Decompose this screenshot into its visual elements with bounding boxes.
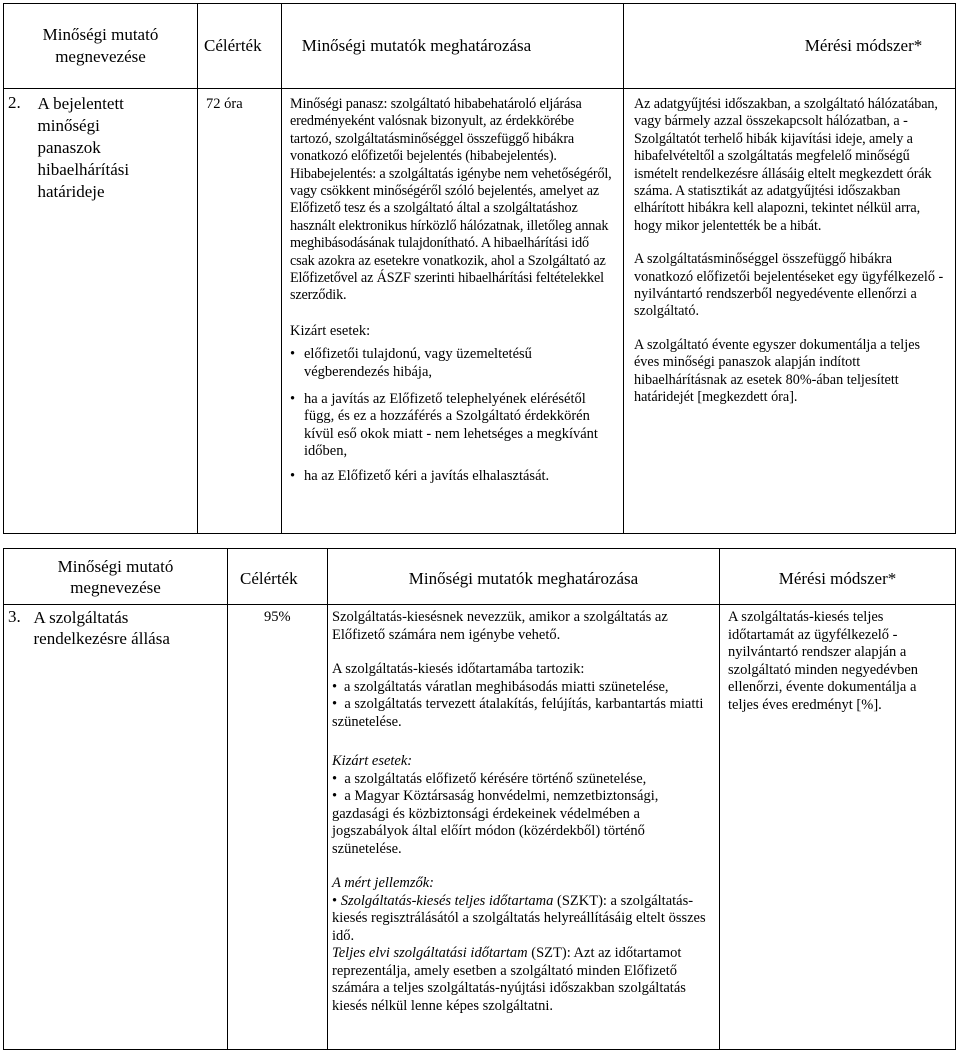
excluded-item: • ha az Előfizető kéri a javítás elhalasztását.: [290, 467, 550, 484]
measured-item-szt: Teljes elvi szolgáltatási időtartam (SZT): Azt az időtartamot reprezentálja, amely esetben a szolgáltató minden Előfizető számára a teljes szolgáltatás-nyújtási időszakban szolgáltatás kiesés nélkül lenne képes szolgáltatni.: [332, 945, 686, 1014]
definition-cell: [282, 89, 624, 534]
excluded-item: • előfizetői tulajdonú, vagy üzemeltetésű végberendezés hibája,: [290, 346, 532, 380]
row-number: 2.: [4, 89, 34, 534]
method-paragraph: A szolgáltatás-kiesés teljes időtartamát az ügyfélkezelő - nyilvántartó rendszer alapján a szolgáltató minden negyedévben ellenőrzi, évente dokumentálja a teljes éves eredményt [%].: [728, 609, 919, 713]
header-definition: Minőségi mutatók meghatározása: [282, 4, 624, 89]
excluded-title: Kizárt esetek:: [332, 753, 413, 769]
header-method: Mérési módszer*: [624, 4, 956, 89]
indicator-name: A szolgáltatás rendelkezésre állása: [34, 605, 228, 1050]
excluded-title: Kizárt esetek:: [290, 322, 371, 339]
definition-paragraph: Szolgáltatás-kiesésnek nevezzük, amikor a szolgáltatás az Előfizető számára nem igénybe vehető.: [332, 609, 668, 643]
quality-table-1: [3, 3, 956, 534]
quality-table-2: [3, 548, 956, 1050]
row-number: 3.: [4, 605, 34, 1050]
method-paragraph: A szolgáltató évente egyszer dokumentálja a teljes éves minőségi panaszok alapján indított hibaelhárításnak az esetek 80%-ában teljesített határidejét [megkezdett óra].: [634, 336, 921, 406]
header-target: Célérték: [228, 549, 328, 605]
excluded-item: • a Magyar Köztársaság honvédelmi, nemzetbiztonsági, gazdasági és közbiztonsági érdekeinek védelmében a jogszabályok által előírt módon (közérdekből) történő szünetelése.: [332, 788, 659, 857]
excluded-item: • a szolgáltatás előfizető kérésére történő szünetelése,: [332, 770, 647, 787]
included-item: • a szolgáltatás váratlan meghibásodás miatti szünetelése,: [332, 679, 715, 697]
target-value: 95%: [228, 605, 328, 1050]
definition-cell: [328, 605, 720, 1050]
method-paragraph: A szolgáltatásminőséggel összefüggő hibákra vonatkozó előfizetői bejelentéseket egy ügyfélkezelő - nyilvántartó rendszerből negyedévente ellenőrzi a szolgáltató.: [634, 251, 944, 320]
measured-item-szkt: • Szolgáltatás-kiesés teljes időtartama (SZKT): a szolgáltatás-kiesés regisztrálásától a szolgáltatás helyreállításáig eltelt összes idő.: [332, 892, 706, 944]
excluded-item: • ha a javítás az Előfizető telephelyének elérésétől függ, és ez a hozzáférés a Szolgáltató érdekkörén kívül eső okok miatt - nem lehetséges a megkívánt időben,: [290, 390, 598, 460]
included-title: A szolgáltatás-kiesés időtartamába tartozik:: [332, 661, 585, 677]
excluded-list: [290, 346, 615, 485]
method-cell: [720, 605, 956, 1050]
header-name: Minőségi mutató megnevezése: [4, 549, 228, 605]
included-item: • a szolgáltatás tervezett átalakítás, felújítás, karbantartás miatti szünetelése.: [332, 696, 704, 730]
header-method: Mérési módszer*: [720, 549, 956, 605]
header-name: Minőségi mutató megnevezése: [4, 4, 198, 89]
header-definition: Minőségi mutatók meghatározása: [328, 549, 720, 605]
definition-paragraph: Minőségi panasz: szolgáltató hibabehatároló eljárása eredményeként valósnak bizonyult, az érdekkörébe tartozó, szolgáltatásminőséggel összefüggő hibákra vonatkozó előfizetői bejelentés (hibabejelentés). Hibabejelentés: a szolgáltatás igénybe nem vehetőségéről, vagy csökkent minőségéről szóló bejelentés, amelyet az Előfizető tesz és a szolgáltató által a szolgáltatáshoz használt elektronikus hírközlő hálózatnak, illetőleg annak meghibásodásának tulajdonítható. A hibaelhárítási idő csak azokra az esetekre vonatkozik, ahol a Szolgáltató az Előfizetővel az ÁSZF szerinti hibaelhárítási feltételekkel szerződik.: [290, 96, 612, 304]
measured-title: A mért jellemzők:: [332, 875, 435, 891]
method-cell: [624, 89, 956, 534]
indicator-name: A bejelentett minőségi panaszok hibaelhárítási határideje: [34, 89, 198, 534]
method-paragraph: Az adatgyűjtési időszakban, a szolgáltató hálózatában, vagy bármely azzal összekapcsolt hálózatban, a - Szolgáltatót terhelő hibák kijavítási ideje, amely a hibafelvételtől a szolgáltatás megfelelő minőségű ismételt rendelkezésre állásáig eltelt megkezdett órák száma. A statisztikát az adatgyűjtési időszakban elhárított hibákra kell alapozni, tekintet nélkül arra, hogy mikor jelentették be a hibát.: [634, 96, 938, 234]
target-value: 72 óra: [198, 89, 282, 534]
header-target: Célérték: [198, 4, 282, 89]
